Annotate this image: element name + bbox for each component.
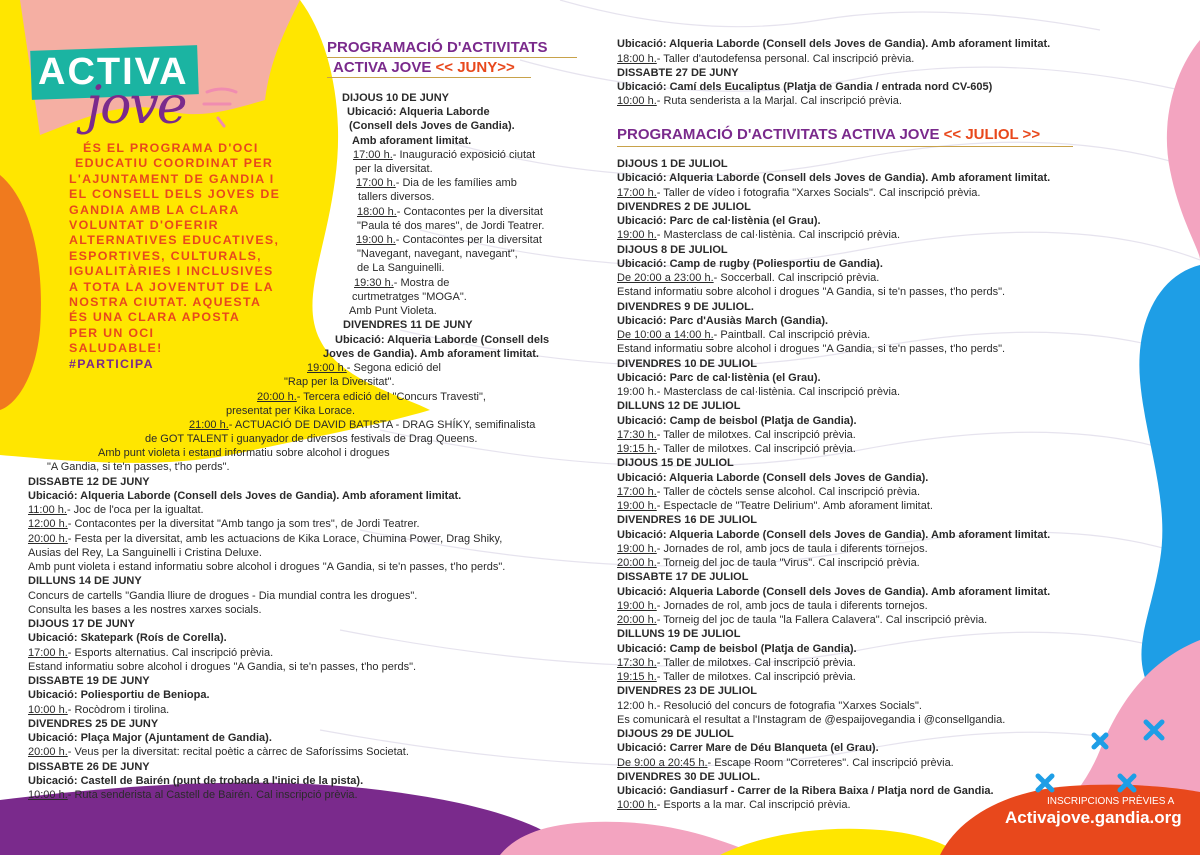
intro-line: VOLUNTAT D'OFERIR	[69, 218, 219, 233]
line-text: Ubicació: Parc de cal·listènia (el Grau).	[617, 372, 821, 384]
intro-line: L'AJUNTAMENT DE GANDIA I	[69, 171, 275, 186]
line-text: - Escape Room "Correteres". Cal inscripció prèvia.	[707, 757, 954, 769]
time-label: 19:00 h.	[617, 229, 657, 241]
time-label: 17:00 h.	[356, 177, 396, 189]
hashtag: #PARTICIPA	[69, 356, 154, 371]
line-text: - Mostra de	[393, 277, 450, 289]
time-label: 17:00 h.	[353, 149, 393, 161]
schedule-heading-line	[28, 718, 158, 731]
time-label: De 9:00 a 20:45 h.	[617, 757, 708, 769]
schedule-heading-line	[617, 529, 1050, 542]
schedule-line	[28, 518, 420, 531]
line-text: - ACTUACIÓ DE DAVID BATISTA - DRAG SHÍKY, semifinalista	[228, 419, 536, 431]
line-text: Ubicació: Alqueria Laborde (Consell dels Joves de Gandia). Amb aforament limitat.	[617, 172, 1051, 184]
footer-url-link[interactable]: Activajove.gandia.org	[1005, 808, 1182, 827]
time-label: 17:00 h.	[617, 187, 657, 199]
intro-line: EDUCATIU COORDINAT PER	[75, 156, 274, 171]
line-text: DIJOUS 29 DE JULIOL	[617, 728, 734, 740]
line-text: - Paintball. Cal inscripció prèvia.	[713, 329, 871, 341]
schedule-heading-line	[347, 106, 490, 119]
intro-line: GANDIA AMB LA CLARA	[69, 202, 240, 217]
schedule-line	[617, 614, 987, 627]
line-text: - Jornades de rol, amb jocs de taula i diferents tornejos.	[656, 600, 928, 612]
logo-jove-text: jove	[86, 76, 186, 136]
schedule-heading-line	[617, 172, 1050, 185]
line-text: - Ruta senderista a la Marjal. Cal inscripció prèvia.	[656, 95, 902, 107]
line-text: Joves de Gandia). Amb aforament limitat.	[323, 348, 539, 360]
line-text: - Esports a la mar. Cal inscripció prèvia.	[656, 799, 851, 811]
schedule-heading-line	[28, 476, 150, 489]
line-text: (Consell dels Joves de Gandia).	[349, 120, 515, 132]
line-text: DISSABTE 26 DE JUNY	[28, 761, 150, 773]
line-text: - Taller de vídeo i fotografia "Xarxes Socials". Cal inscripció prèvia.	[656, 187, 981, 199]
line-text: - Contacontes per la diversitat "Amb tango ja som tres", de Jordi Teatrer.	[67, 518, 420, 530]
schedule-line	[189, 419, 535, 432]
schedule-heading-line	[617, 315, 828, 328]
line-text: - Taller de milotxes. Cal inscripció prèvia.	[656, 657, 856, 669]
schedule-heading-line	[28, 732, 272, 745]
pink-wave-bottom	[500, 822, 760, 855]
intro-line: SALUDABLE!	[69, 341, 163, 356]
line-text: - Inauguració exposició ciutat	[392, 149, 536, 161]
line-text: - Contacontes per la diversitat	[395, 234, 542, 246]
schedule-line	[617, 714, 1005, 727]
schedule-heading-line	[617, 785, 994, 798]
line-text: Amb Punt Violeta.	[349, 305, 437, 317]
schedule-line	[617, 429, 856, 442]
schedule-heading-line	[323, 348, 539, 361]
schedule-heading-line	[617, 643, 857, 656]
line-text: "Navegant, navegant, navegant",	[357, 248, 518, 260]
schedule-heading-line	[28, 618, 135, 631]
schedule-heading-line	[342, 92, 449, 105]
schedule-line	[47, 461, 230, 474]
schedule-line	[617, 286, 1005, 299]
time-label: 10:00 h.	[28, 789, 68, 801]
line-text: Amb punt violeta i estand informatiu sobre alcohol i drogues "A Gandia, si te'n passes, t'ho perds".	[28, 561, 506, 573]
line-text: - Dia de les famílies amb	[395, 177, 517, 189]
line-text: - Joc de l'oca per la igualtat.	[66, 504, 204, 516]
schedule-line	[28, 504, 204, 517]
schedule-line	[353, 149, 535, 162]
schedule-line	[617, 343, 1005, 356]
line-text: "Paula té dos mares", de Jordi Teatrer.	[357, 220, 545, 232]
schedule-line	[28, 533, 502, 546]
line-text: Ubicació: Camp de beisbol (Platja de Gandia).	[617, 643, 857, 655]
line-text: DISSABTE 19 DE JUNY	[28, 675, 150, 687]
schedule-heading-line	[617, 628, 740, 641]
schedule-heading-line	[28, 761, 150, 774]
line-text: tallers diversos.	[358, 191, 435, 203]
schedule-heading-line	[617, 67, 739, 80]
schedule-line	[617, 799, 851, 812]
line-text: DIVENDRES 11 DE JUNY	[343, 319, 473, 331]
line-text: Ubicació: Alqueria Laborde	[347, 106, 490, 118]
schedule-line	[617, 700, 922, 713]
schedule-heading-line	[617, 514, 757, 527]
schedule-heading-line	[352, 135, 471, 148]
line-text: DISSABTE 17 DE JULIOL	[617, 571, 749, 583]
line-text: Concurs de cartells "Gandia lliure de drogues - Dia mundial contra les drogues".	[28, 590, 418, 602]
schedule-line	[617, 187, 980, 200]
time-label: 19:15 h.	[617, 443, 657, 455]
intro-line: NOSTRA CIUTAT. AQUESTA	[69, 295, 262, 310]
line-text: - Rocòdrom i tirolina.	[67, 704, 170, 716]
line-text: Estand informatiu sobre alcohol i drogues "A Gandia, si te'n passes, t'ho perds".	[617, 343, 1006, 355]
time-label: 20:00 h.	[28, 746, 68, 758]
time-label: 19:00 h.	[356, 234, 396, 246]
schedule-heading-line	[617, 586, 1050, 599]
intro-line: IGUALITÀRIES I INCLUSIVES	[69, 264, 274, 279]
line-text: Ubicació: Alqueria Laborde (Consell dels Joves de Gandia). Amb aforament limitat.	[28, 490, 462, 502]
schedule-line	[357, 248, 518, 261]
time-label: 19:30 h.	[354, 277, 394, 289]
time-label: 17:30 h.	[617, 657, 657, 669]
schedule-line	[357, 206, 543, 219]
time-label: 17:00 h.	[28, 647, 68, 659]
schedule-heading-line	[617, 742, 879, 755]
schedule-line	[617, 443, 856, 456]
line-text: - Taller de milotxes. Cal inscripció prèvia.	[656, 443, 856, 455]
time-label: 19:00 h.	[617, 500, 657, 512]
schedule-line	[145, 433, 477, 446]
line-text: Ubicació: Castell de Bairén (punt de trobada a l'inici de la pista).	[28, 775, 364, 787]
schedule-heading-line	[28, 575, 142, 588]
schedule-line	[357, 220, 544, 233]
schedule-line	[617, 53, 914, 66]
line-text: "A Gandia, si te'n passes, t'ho perds".	[47, 461, 230, 473]
line-text: - Tercera edició del "Concurs Travesti",	[296, 391, 486, 403]
footer-label: INSCRIPCIONS PRÈVIES A	[1047, 796, 1175, 807]
schedule-heading-line	[617, 215, 821, 228]
time-label: 19:00 h.	[617, 543, 657, 555]
time-label: 11:00 h.	[28, 504, 67, 516]
line-text: DIVENDRES 10 DE JULIOL	[617, 358, 757, 370]
time-label: De 20:00 a 23:00 h.	[617, 272, 714, 284]
june-heading-line1: PROGRAMACIÓ D'ACTIVITATS	[327, 39, 548, 56]
schedule-line	[357, 262, 444, 275]
schedule-heading-line	[617, 400, 740, 413]
schedule-heading-line	[335, 334, 549, 347]
line-text: DIVENDRES 9 DE JULIOL.	[617, 301, 754, 313]
line-text: Ubicació: Alqueria Laborde (Consell dels Joves de Gandia). Amb aforament limitat.	[617, 38, 1051, 50]
schedule-heading-line	[617, 571, 748, 584]
time-label: 12:00 h.	[28, 518, 68, 530]
line-text: 19:00 h.- Masterclass de cal·listènia. Cal inscripció prèvia.	[617, 386, 901, 398]
schedule-line	[307, 362, 441, 375]
schedule-heading-line	[617, 258, 883, 271]
schedule-line	[98, 447, 390, 460]
line-text: - Jornades de rol, amb jocs de taula i diferents tornejos.	[656, 543, 928, 555]
line-text: de GOT TALENT i guanyador de diversos festivals de Drag Queens.	[145, 433, 478, 445]
line-text: Ubicació: Alqueria Laborde (Consell dels	[335, 334, 550, 346]
schedule-line	[257, 391, 486, 404]
yellow-wave-bottom	[720, 829, 960, 855]
time-label: 20:00 h.	[617, 614, 657, 626]
intro-line: ALTERNATIVES EDUCATIVES,	[69, 233, 280, 248]
line-text: DIVENDRES 25 DE JUNY	[28, 718, 159, 730]
line-text: "Rap per la Diversitat".	[284, 376, 395, 388]
line-text: - Soccerball. Cal inscripció prèvia.	[713, 272, 880, 284]
line-text: DILLUNS 19 DE JULIOL	[617, 628, 741, 640]
schedule-line	[617, 229, 900, 242]
time-label: 19:15 h.	[617, 671, 657, 683]
schedule-line	[617, 757, 954, 770]
line-text: Ubicació: Parc de cal·listènia (el Grau).	[617, 215, 821, 227]
line-text: - Taller de milotxes. Cal inscripció prèvia.	[656, 429, 856, 441]
line-text: Ubicació: Plaça Major (Ajuntament de Gandia).	[28, 732, 272, 744]
line-text: DIJOUS 10 DE JUNY	[342, 92, 449, 104]
line-text: Ubicació: Parc d'Ausiàs March (Gandia).	[617, 315, 829, 327]
july-heading-sub: << JULIOL >>	[943, 126, 1041, 143]
schedule-heading-line	[617, 301, 754, 314]
line-text: Ubicació: Alqueria Laborde (Consell dels Joves de Gandia). Amb aforament limitat.	[617, 529, 1051, 541]
time-label: 19:00 h.	[307, 362, 347, 374]
pink-blob-right	[1167, 40, 1200, 260]
line-text: - Espectacle de "Teatre Delirium". Amb aforament limitat.	[656, 500, 933, 512]
line-text: - Contacontes per la diversitat	[396, 206, 543, 218]
line-text: Es comunicarà el resultat a l'Instagram de @espaijovegandia i @consellgandia.	[617, 714, 1006, 726]
line-text: - Esports alternatius. Cal inscripció prèvia.	[67, 647, 274, 659]
schedule-line	[226, 405, 355, 418]
line-text: DISSABTE 12 DE JUNY	[28, 476, 150, 488]
intro-line: PER UN OCI	[69, 325, 155, 340]
intro-line: EL CONSELL DELS JOVES DE	[69, 187, 281, 202]
time-label: 19:00 h.	[617, 600, 657, 612]
line-text: Ubicació: Gandiasurf - Carrer de la Ribera Baixa / Platja nord de Gandia.	[617, 785, 994, 797]
schedule-heading-line	[617, 472, 928, 485]
schedule-line	[28, 561, 505, 574]
schedule-line	[617, 329, 870, 342]
schedule-line	[617, 600, 928, 613]
line-text: - Taller de còctels sense alcohol. Cal inscripció prèvia.	[656, 486, 921, 498]
intro-paragraph	[69, 141, 331, 372]
schedule-heading-line	[617, 415, 857, 428]
schedule-line	[354, 277, 449, 290]
june-heading-line2	[333, 59, 515, 77]
schedule-heading-line	[617, 38, 1050, 51]
line-text: - Ruta senderista al Castell de Bairén. Cal inscripció prèvia.	[67, 789, 358, 801]
schedule-heading-line	[28, 689, 210, 702]
line-text: Amb punt violeta i estand informatiu sobre alcohol i drogues	[98, 447, 390, 459]
line-text: DIVENDRES 2 DE JULIOL	[617, 201, 751, 213]
line-text: Ubicació: Skatepark (Roís de Corella).	[28, 632, 227, 644]
line-text: Ausias del Rey, La Sanguinelli i Cristina Deluxe.	[28, 547, 262, 559]
line-text: - Festa per la diversitat, amb les actuacions de Kika Lorace, Chumina Power, Drag Shiky,	[67, 533, 503, 545]
line-text: DIVENDRES 23 DE JULIOL	[617, 685, 757, 697]
schedule-line	[355, 163, 433, 176]
line-text: - Taller d'autodefensa personal. Cal inscripció prèvia.	[656, 53, 915, 65]
june-heading-rule-2	[327, 77, 531, 78]
schedule-line	[349, 305, 437, 318]
line-text: Consulta les bases a les nostres xarxes socials.	[28, 604, 262, 616]
schedule-heading-line	[28, 675, 150, 688]
time-label: 18:00 h.	[357, 206, 397, 218]
line-text: Ubicació: Carrer Mare de Déu Blanqueta (el Grau).	[617, 742, 879, 754]
schedule-line	[617, 500, 933, 513]
schedule-heading-line	[617, 201, 751, 214]
schedule-line	[284, 376, 395, 389]
schedule-line	[28, 647, 273, 660]
schedule-line	[28, 746, 409, 759]
schedule-line	[352, 291, 467, 304]
schedule-heading-line	[617, 685, 757, 698]
schedule-heading-line	[617, 358, 757, 371]
line-text: presentat per Kika Lorace.	[226, 405, 356, 417]
time-label: 20:00 h.	[617, 557, 657, 569]
line-text: per la diversitat.	[355, 163, 433, 175]
time-label: 21:00 h.	[189, 419, 229, 431]
line-text: Estand informatiu sobre alcohol i drogues "A Gandia, si te'n passes, t'ho perds".	[28, 661, 417, 673]
line-text: DIJOUS 1 DE JULIOL	[617, 158, 728, 170]
line-text: Ubicació: Camí dels Eucaliptus (Platja de Gandia / entrada nord CV-605)	[617, 81, 993, 93]
schedule-heading-line	[28, 632, 227, 645]
schedule-line	[28, 704, 169, 717]
schedule-line	[617, 657, 856, 670]
time-label: 20:00 h.	[28, 533, 68, 545]
schedule-heading-line	[343, 319, 473, 332]
line-text: de La Sanguinelli.	[357, 262, 445, 274]
time-label: 20:00 h.	[257, 391, 297, 403]
schedule-line	[617, 557, 920, 570]
line-text: DIJOUS 15 DE JULIOL	[617, 457, 734, 469]
line-text: Estand informatiu sobre alcohol i drogues "A Gandia, si te'n passes, t'ho perds".	[617, 286, 1006, 298]
time-label: 10:00 h.	[617, 799, 657, 811]
line-text: Amb aforament limitat.	[352, 135, 472, 147]
schedule-heading-line	[617, 771, 760, 784]
schedule-line	[617, 543, 928, 556]
july-heading-main: PROGRAMACIÓ D'ACTIVITATS ACTIVA JOVE	[617, 126, 940, 143]
schedule-heading-line	[617, 158, 728, 171]
schedule-line	[356, 177, 517, 190]
line-text: DIVENDRES 16 DE JULIOL	[617, 514, 757, 526]
line-text: Ubicació: Camp de rugby (Poliesportiu de Gandia).	[617, 258, 883, 270]
line-text: - Torneig del joc de taula "Virus". Cal inscripció prèvia.	[656, 557, 920, 569]
line-text: curtmetratges "MOGA".	[352, 291, 467, 303]
schedule-line	[28, 604, 262, 617]
schedule-heading-line	[617, 244, 728, 257]
schedule-heading-line	[28, 775, 363, 788]
schedule-heading-line	[617, 457, 734, 470]
schedule-line	[28, 590, 417, 603]
line-text: - Veus per la diversitat: recital poètic a càrrec de Saforíssims Societat.	[67, 746, 409, 758]
schedule-line	[617, 671, 856, 684]
line-text: - Torneig del joc de taula "la Fallera Calavera". Cal inscripció prèvia.	[656, 614, 988, 626]
line-text: - Taller de milotxes. Cal inscripció prèvia.	[656, 671, 856, 683]
line-text: DIJOUS 17 DE JUNY	[28, 618, 135, 630]
line-text: - Masterclass de cal·listènia. Cal inscripció prèvia.	[656, 229, 901, 241]
schedule-line	[617, 272, 879, 285]
schedule-heading-line	[349, 120, 515, 133]
line-text: DISSABTE 27 DE JUNY	[617, 67, 739, 79]
line-text: DIVENDRES 30 DE JULIOL.	[617, 771, 761, 783]
time-label: 17:00 h.	[617, 486, 657, 498]
june-heading-rule-1	[327, 57, 577, 58]
schedule-heading-line	[617, 372, 821, 385]
time-label: De 10:00 a 14:00 h.	[617, 329, 714, 341]
time-label: 18:00 h.	[617, 53, 657, 65]
schedule-line	[358, 191, 434, 204]
line-text: Ubicació: Camp de beisbol (Platja de Gandia).	[617, 415, 857, 427]
schedule-line	[617, 95, 902, 108]
schedule-heading-line	[617, 81, 992, 94]
june-heading-main: ACTIVA JOVE	[333, 59, 432, 76]
line-text: DIJOUS 8 DE JULIOL	[617, 244, 728, 256]
schedule-line	[617, 486, 920, 499]
schedule-line	[617, 386, 900, 399]
line-text: Ubicació: Poliesportiu de Beniopa.	[28, 689, 210, 701]
time-label: 10:00 h.	[617, 95, 657, 107]
schedule-heading-line	[28, 490, 461, 503]
schedule-line	[28, 789, 358, 802]
schedule-line	[356, 234, 542, 247]
line-text: Ubicació: Alqueria Laborde (Consell dels Joves de Gandia).	[617, 472, 929, 484]
july-heading-rule	[617, 146, 1073, 147]
logo-activa-text: ACTIVA	[38, 51, 189, 93]
line-text: DILLUNS 12 DE JULIOL	[617, 400, 741, 412]
line-text: DILLUNS 14 DE JUNY	[28, 575, 142, 587]
schedule-heading-line	[617, 728, 734, 741]
july-heading	[617, 126, 1040, 144]
june-heading-sub: << JUNY>>	[435, 59, 515, 76]
line-text: Ubicació: Alqueria Laborde (Consell dels Joves de Gandia). Amb aforament limitat.	[617, 586, 1051, 598]
line-text: 12:00 h.- Resolució del concurs de fotografia "Xarxes Socials".	[617, 700, 922, 712]
intro-line: ÉS UNA CLARA APOSTA	[69, 310, 241, 325]
intro-line: ÉS EL PROGRAMA D'OCI	[83, 141, 259, 155]
intro-line: ESPORTIVES, CULTURALS,	[69, 248, 262, 263]
time-label: 17:30 h.	[617, 429, 657, 441]
time-label: 10:00 h.	[28, 704, 68, 716]
schedule-line	[28, 547, 262, 560]
line-text: - Segona edició del	[346, 362, 441, 374]
schedule-line	[28, 661, 416, 674]
intro-line: A TOTA LA JOVENTUT DE LA	[69, 279, 274, 294]
